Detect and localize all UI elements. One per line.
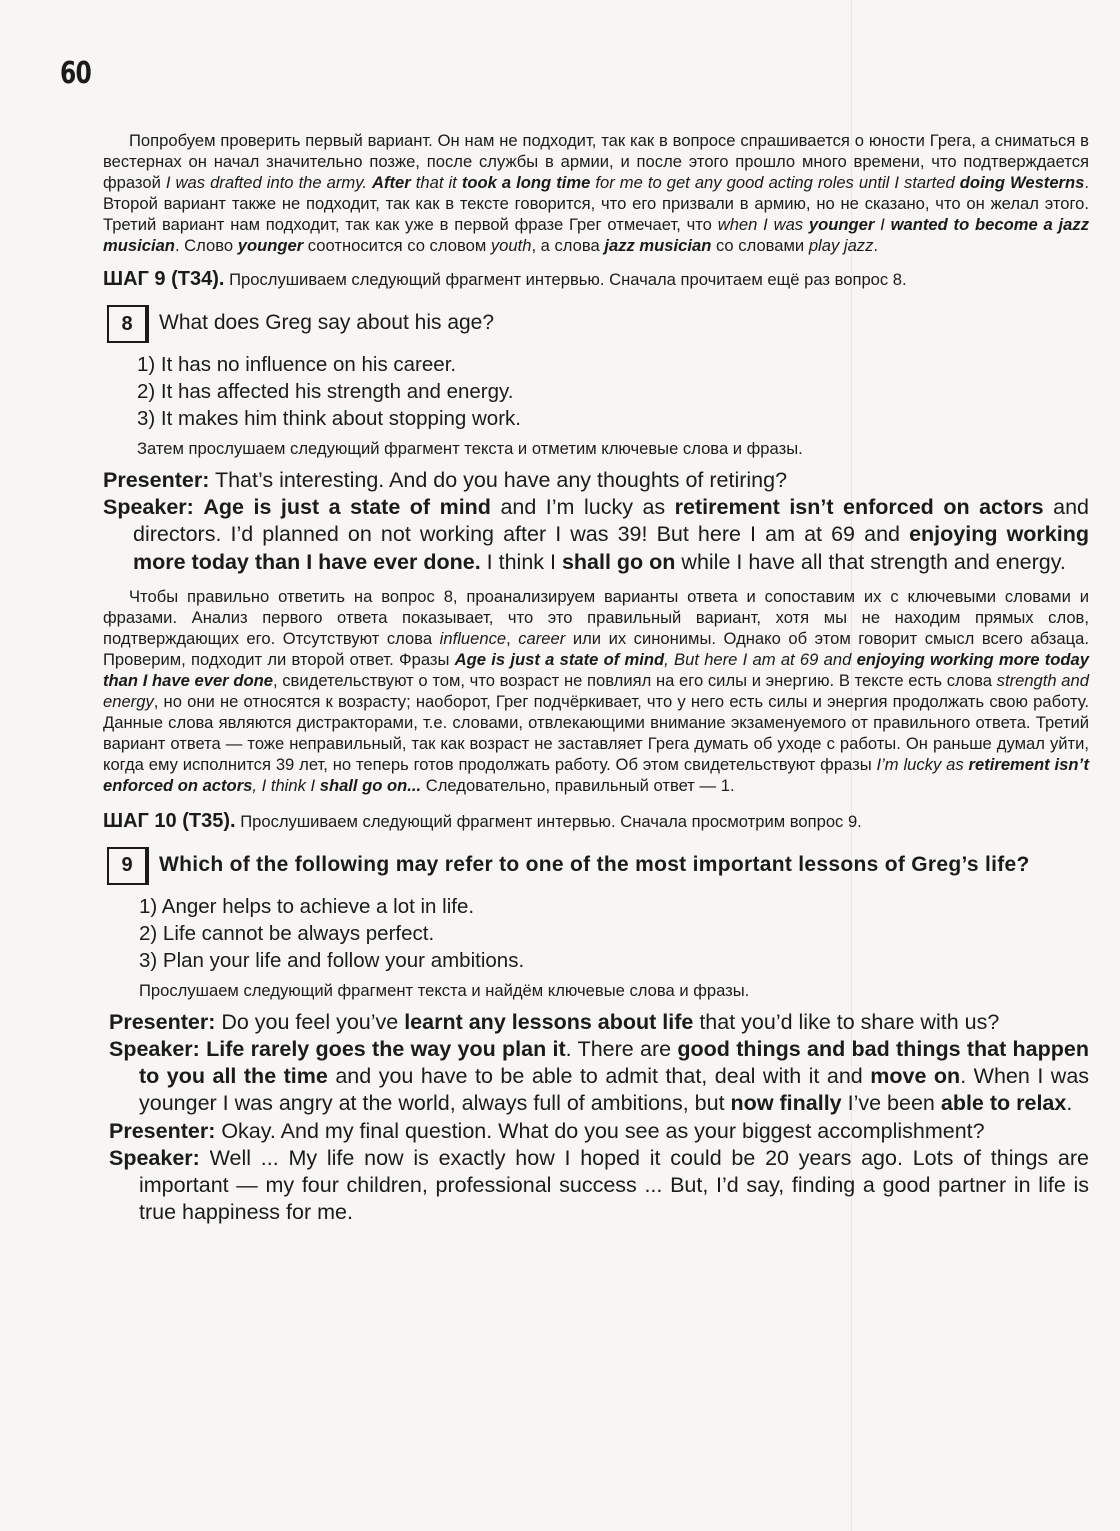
text-run: , но они не относятся к возрасту; наоборот, Грег подчёркивает, что у него есть силы и энергия продолжать свою работу. Данные слова являются дистракторами, т.е. словами, отвлекающими внимание экзаменуемого от правильного ответа. Третий вариант ответа — тоже неправильный, так как возраст не заставляет Грега думать об уходе с работы. Он раньше думал уйти, когда ему исполнится 39 лет, но теперь готов продолжать работу. Об этом свидетельствуют фразы (103, 691, 1089, 774)
text-run: . Слово (174, 236, 238, 255)
text-run (194, 495, 204, 519)
text-run: retirement isn’t enforced on actors (674, 495, 1044, 520)
question-8-option-3: 3) It makes him think about stopping work. (137, 407, 521, 430)
question-8 (107, 305, 1089, 343)
text-run: Попробуем проверить первый вариант. Он нам не подходит, так как в вопросе спрашивается о юности Грега, а сниматься в вестернах он начал значительно позже, после службы в армии, и после этого прошло много времени, что подтверждается фразой (103, 131, 1089, 192)
text-run: doing Westerns (959, 173, 1085, 192)
text-run: that it (410, 173, 462, 192)
question-9-option-2: 2) Life cannot be always perfect. (139, 921, 435, 945)
text-run: , I think I (252, 775, 320, 795)
text-run: Do you feel you’ve (215, 1009, 405, 1034)
step-10-heading (103, 810, 1089, 833)
step-10-label: ШАГ 10 (Т35). (103, 809, 236, 832)
page-content (103, 130, 1089, 1226)
text-run: youth (490, 236, 532, 255)
question-9-block (107, 847, 1089, 1001)
dialog-9-line-presenter-1 (109, 1009, 1089, 1036)
text-run: when I was (717, 215, 809, 234)
text-run: while I have all that strength and energy. (675, 549, 1066, 574)
text-run: shall go on (561, 549, 676, 574)
text-run: wanted to become a jazz musician (103, 215, 1089, 255)
text-run: I was drafted into the army. (165, 173, 367, 192)
speaker-label: Presenter: (109, 1118, 216, 1143)
speaker-label: Speaker: (109, 1145, 200, 1170)
text-run: shall go on... (319, 775, 422, 795)
text-run: for me to get any good acting roles until I started (590, 173, 960, 192)
speaker-label: Presenter: (103, 468, 210, 492)
text-run: . When I was younger I was angry at the world, always full of ambitions, but (139, 1064, 1090, 1116)
question-9-option-3: 3) Plan your life and follow your ambitions. (139, 948, 525, 972)
step-9-heading (103, 268, 1089, 291)
text-run: соотносится со словом (303, 236, 491, 255)
dialog-8 (103, 467, 1089, 576)
dialog-9-line-speaker-1 (109, 1036, 1089, 1118)
question-8-number-box: 8 (107, 305, 149, 343)
text-run: able to relax (940, 1091, 1067, 1116)
text-run: jazz musician (604, 236, 712, 255)
step-10-text: Прослушиваем следующий фрагмент интервью. Сначала просмотрим вопрос 9. (235, 811, 862, 831)
text-run: I (874, 215, 891, 234)
text-run: took a long time (461, 173, 591, 192)
text-run: . There are (565, 1037, 678, 1062)
question-9-text: Which of the following may refer to one of the most important lessons of Greg’s life? (159, 852, 1030, 876)
question-8-options (137, 351, 1089, 432)
text-run: Age is just a state of mind (454, 649, 665, 669)
text-run: good things and bad things that happen to you all the time (139, 1037, 1089, 1089)
text-run: After (371, 173, 411, 192)
speaker-label: Speaker: (103, 495, 194, 520)
speaker-label: Speaker: (109, 1037, 200, 1062)
text-run: . Второй вариант также не подходит, так как в тексте говорится, что его призвали в армию, но не сказано, что он желал этого. Третий вариант нам подходит, так как уже в первой фразе Грег отмечает, что (103, 173, 1090, 234)
question-8-block (107, 305, 1089, 459)
text-run: and I’m lucky as (490, 495, 675, 520)
intro-paragraph (103, 130, 1089, 256)
speaker-label: Presenter: (109, 1009, 216, 1034)
text-run: play jazz (808, 236, 874, 255)
text-run: . (1066, 1091, 1073, 1116)
text-run: Well ... My life now is exactly how I hoped it could be 20 years ago. Lots of things are important — my four children, professional success ... But, I’d say, finding a good partner in life is true happiness for me. (139, 1145, 1089, 1225)
text-run: that you’d like to share with us? (693, 1009, 1000, 1034)
question-9-number-box: 9 (107, 847, 149, 885)
text-run: strength and energy (103, 670, 1089, 711)
dialog-8-line-presenter (103, 467, 1089, 494)
text-run: move on (870, 1064, 961, 1089)
text-run: influence (439, 628, 507, 648)
dialog-9-line-presenter-2 (109, 1118, 1089, 1145)
page-number: 60 (60, 56, 92, 91)
question-9-option-1: 1) Anger helps to achieve a lot in life. (139, 894, 475, 918)
question-9-options (139, 893, 1089, 974)
dialog-9-line-speaker-2 (109, 1145, 1089, 1227)
text-run: and you have to be able to admit that, deal with it and (327, 1064, 871, 1089)
text-run: now finally (730, 1091, 842, 1116)
text-run: . (873, 236, 879, 255)
dialog-9 (109, 1009, 1089, 1227)
analysis-8-paragraph (103, 586, 1089, 796)
question-9-instruction: Прослушаем следующий фрагмент текста и найдём ключевые слова и фразы. (139, 980, 750, 1000)
text-run: enjoying working more today than I have ever done (103, 649, 1090, 690)
question-8-instruction: Затем прослушаем следующий фрагмент текста и отметим ключевые слова и фразы. (137, 439, 803, 458)
text-run: younger (808, 215, 875, 234)
text-run: Okay. And my final question. What do you see as your biggest accomplishment? (215, 1118, 985, 1143)
question-8-text: What does Greg say about his age? (159, 311, 495, 334)
step-9-label: ШАГ 9 (Т34). (103, 268, 225, 290)
text-run: That’s interesting. And do you have any thoughts of retiring? (209, 468, 788, 492)
text-run: learnt any lessons about life (404, 1009, 694, 1034)
text-run: retirement isn’t enforced on actors (103, 754, 1089, 795)
text-run: , свидетельствуют о том, что возраст не повлиял на его силы и энергию. В тексте есть слова (272, 670, 997, 690)
text-run: I’ve been (841, 1091, 941, 1116)
text-run: I think I (480, 549, 562, 574)
text-run: and directors. I’d planned on not working after I was 39! But here I am at 69 and (133, 495, 1089, 547)
text-run: или их синонимы. Однако об этом говорит смысл всего абзаца. Проверим, подходит ли второй ответ. Фразы (103, 628, 1089, 669)
text-run: Следовательно, правильный ответ — 1. (421, 775, 735, 795)
text-run: But here I am at 69 and (674, 649, 857, 669)
text-run: younger (237, 236, 304, 255)
text-run: career (518, 628, 566, 648)
question-9 (107, 847, 1089, 885)
text-run: со словами (711, 236, 809, 255)
text-run: Age is just a state of mind (203, 495, 491, 520)
dialog-8-line-speaker (103, 494, 1089, 576)
text-run: , (664, 649, 675, 669)
text-run: , а слова (531, 236, 605, 255)
text-run: I’m lucky as (876, 754, 969, 774)
question-8-option-2: 2) It has affected his strength and energy. (137, 380, 514, 403)
text-run: Life rarely goes the way you plan it (206, 1037, 566, 1062)
step-9-text: Прослушиваем следующий фрагмент интервью. Сначала прочитаем ещё раз вопрос 8. (224, 270, 907, 289)
text-run: Чтобы правильно ответить на вопрос 8, проанализируем варианты ответа и сопоставим их с ключевыми словами и фразами. Анализ первого ответа показывает, что это правильный вариант, хотя мы не находим прямых слов, подтверждающих его. Отсутствуют слова (103, 586, 1089, 648)
question-8-option-1: 1) It has no influence on his career. (137, 353, 457, 376)
text-run: enjoying working more today than I have ever done. (133, 522, 1089, 574)
text-run: , (506, 628, 519, 648)
